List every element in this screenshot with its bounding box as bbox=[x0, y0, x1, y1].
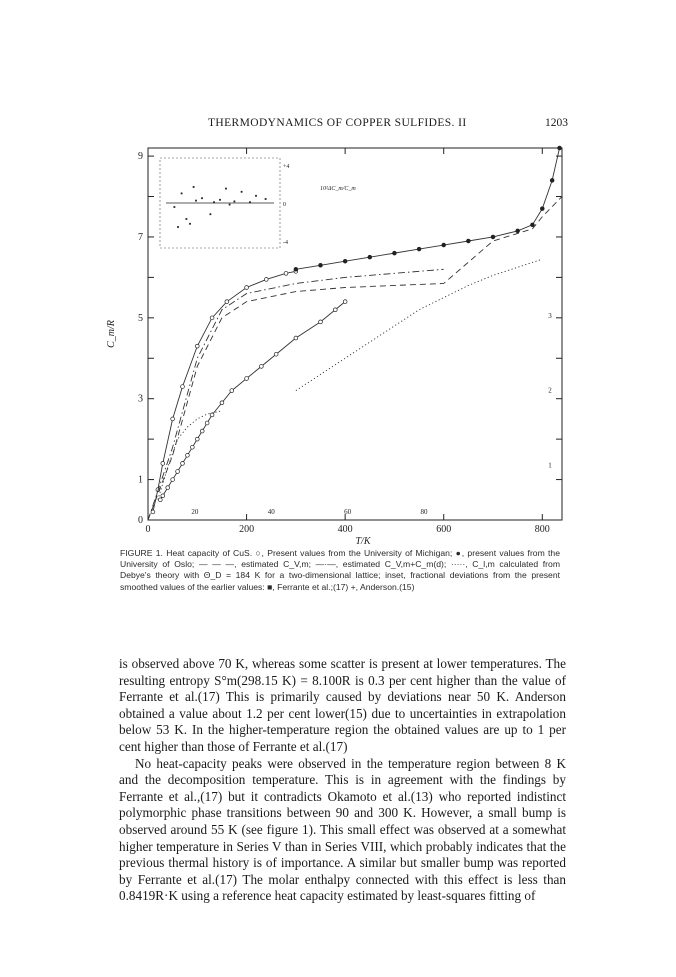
inset-data-point bbox=[213, 201, 215, 203]
y-tick-label: 9 bbox=[138, 151, 143, 163]
lower-axis-tick-label: 20 bbox=[191, 507, 199, 516]
data-point bbox=[264, 278, 268, 282]
data-point bbox=[531, 223, 535, 227]
paragraph-1: is observed above 70 K, whereas some scatter is present at lower temperatures. The resulting entropy S°m(298.15 K) = 8.100R is 0.3 per cent higher than the value of Ferrante et al.(17) This is primarily caused by deviations near 50 K. Anderson obtained a value about 1.2 per cent lower(15) due to uncertainties in extrapolation below 53 K. In the higher-temperature region the obtained values are up to 1 per cent higher than those of Ferrante et al.(17) bbox=[119, 656, 566, 754]
running-head: THERMODYNAMICS OF COPPER SULFIDES. II bbox=[208, 117, 467, 129]
x-tick-label: 200 bbox=[239, 524, 255, 535]
data-point bbox=[540, 207, 544, 211]
data-point bbox=[158, 498, 162, 502]
heat-capacity-chart bbox=[100, 140, 580, 545]
data-point bbox=[259, 364, 263, 368]
data-point bbox=[516, 229, 520, 233]
data-point bbox=[195, 344, 199, 348]
data-point bbox=[171, 417, 175, 421]
inset-data-point bbox=[193, 186, 195, 188]
inset-y-label: 10²ΔC_m/C_m bbox=[320, 186, 356, 192]
data-point bbox=[220, 401, 224, 405]
data-point bbox=[442, 243, 446, 247]
x-tick-label: 0 bbox=[145, 524, 151, 535]
data-point bbox=[491, 235, 495, 239]
inset-data-point bbox=[177, 226, 179, 228]
data-point bbox=[558, 146, 562, 150]
paragraph-2: No heat-capacity peaks were observed in the temperature region between 8 K and the decomposition temperature. This is in agreement with the findings by Ferrante et al.,(17) but it contradicts Okamoto et al.(13) who reported indistinct polymorphic phase transitions between 90 and 300 K. However, a small bump is observed around 55 K (see figure 1). This small effect was observed at a somewhat higher temperature in Series V than in Series VIII, which probably indicates that the previous thermal history is of importance. A similar but smaller bump was reported by Ferrante et al.(17) The molar enthalpy connected with this effect is less than 0.8419R·K using a reference heat capacity estimated by least-squares fitting of bbox=[119, 755, 566, 904]
data-point bbox=[466, 239, 470, 243]
series-line bbox=[296, 259, 542, 390]
inset-data-point bbox=[249, 201, 251, 203]
inset-data-point bbox=[225, 188, 227, 190]
data-point bbox=[225, 300, 229, 304]
inset-data-point bbox=[201, 197, 203, 199]
inset-data-point bbox=[234, 201, 236, 203]
inset-data-point bbox=[241, 191, 243, 193]
series-line bbox=[148, 269, 444, 520]
page-number: 1203 bbox=[545, 117, 568, 129]
y-tick-label: 1 bbox=[138, 474, 143, 486]
y-tick-label: 0 bbox=[138, 515, 143, 526]
data-point bbox=[230, 389, 234, 393]
inset-data-point bbox=[210, 213, 212, 215]
data-point bbox=[200, 429, 204, 433]
inset-data-point bbox=[255, 195, 257, 197]
data-point bbox=[190, 445, 194, 449]
data-point bbox=[417, 247, 421, 251]
lower-axis-tick-label: 40 bbox=[267, 507, 275, 516]
lower-axis-tick-label: 60 bbox=[344, 507, 352, 516]
data-point bbox=[368, 255, 372, 259]
series-line bbox=[296, 148, 560, 269]
data-point bbox=[284, 271, 288, 275]
series-line bbox=[153, 271, 296, 512]
data-point bbox=[161, 494, 165, 498]
inset-data-point bbox=[174, 206, 176, 208]
lower-axis-tick-label: 80 bbox=[420, 507, 428, 516]
data-point bbox=[343, 259, 347, 263]
data-point bbox=[166, 486, 170, 490]
data-point bbox=[205, 421, 209, 425]
data-point bbox=[343, 300, 347, 304]
data-point bbox=[186, 453, 190, 457]
inset-data-point bbox=[219, 199, 221, 201]
data-point bbox=[171, 478, 175, 482]
data-point bbox=[274, 352, 278, 356]
inset-tick-label: -4 bbox=[283, 240, 288, 246]
figure-caption: FIGURE 1. Heat capacity of CuS. ○, Present values from the University of Michigan; ●, present values from the University of Oslo; — — —, estimated C_V,m; —·—, estimated C_V,m+C_m(d); ·····, C_l,m calculated from Debye's theory with Θ_D = 184 K for a two-dimensional lattice; inset, fractional deviations from the present smoothed values of the earlier values: ■, Ferrante et al.;(17) +, Anderson.(15) bbox=[120, 548, 560, 592]
data-point bbox=[294, 336, 298, 340]
data-point bbox=[393, 251, 397, 255]
inset-data-point bbox=[181, 193, 183, 195]
data-point bbox=[245, 286, 249, 290]
body-text bbox=[119, 656, 566, 905]
data-point bbox=[161, 461, 165, 465]
y-tick-label: 5 bbox=[138, 312, 143, 324]
inset-data-point bbox=[195, 200, 197, 202]
x-axis-label: T/K bbox=[355, 536, 371, 545]
inset-tick-label: +4 bbox=[283, 164, 290, 170]
inset-data-point bbox=[265, 198, 267, 200]
data-point bbox=[210, 316, 214, 320]
right-axis-label: 3 bbox=[548, 311, 552, 320]
data-point bbox=[550, 178, 554, 182]
inset-data-point bbox=[186, 218, 188, 220]
inset-data-point bbox=[189, 223, 191, 225]
data-point bbox=[181, 385, 185, 389]
data-point bbox=[319, 320, 323, 324]
page-header bbox=[0, 117, 676, 137]
x-tick-label: 600 bbox=[436, 524, 452, 535]
right-axis-label: 2 bbox=[548, 386, 552, 395]
heat-capacity-figure bbox=[100, 140, 580, 545]
data-point bbox=[195, 437, 199, 441]
right-axis-label: 1 bbox=[548, 461, 552, 470]
data-point bbox=[333, 308, 337, 312]
y-tick-label: 3 bbox=[138, 393, 143, 405]
inset-data-point bbox=[229, 204, 231, 206]
data-point bbox=[181, 461, 185, 465]
data-point bbox=[210, 413, 214, 417]
data-point bbox=[319, 263, 323, 267]
inset-tick-label: 0 bbox=[283, 202, 286, 208]
y-tick-label: 7 bbox=[138, 231, 143, 243]
x-tick-label: 400 bbox=[337, 524, 353, 535]
data-point bbox=[294, 267, 298, 271]
x-tick-label: 800 bbox=[534, 524, 550, 535]
data-point bbox=[245, 377, 249, 381]
data-point bbox=[176, 470, 180, 474]
y-axis-label: C_m/R bbox=[106, 320, 117, 348]
